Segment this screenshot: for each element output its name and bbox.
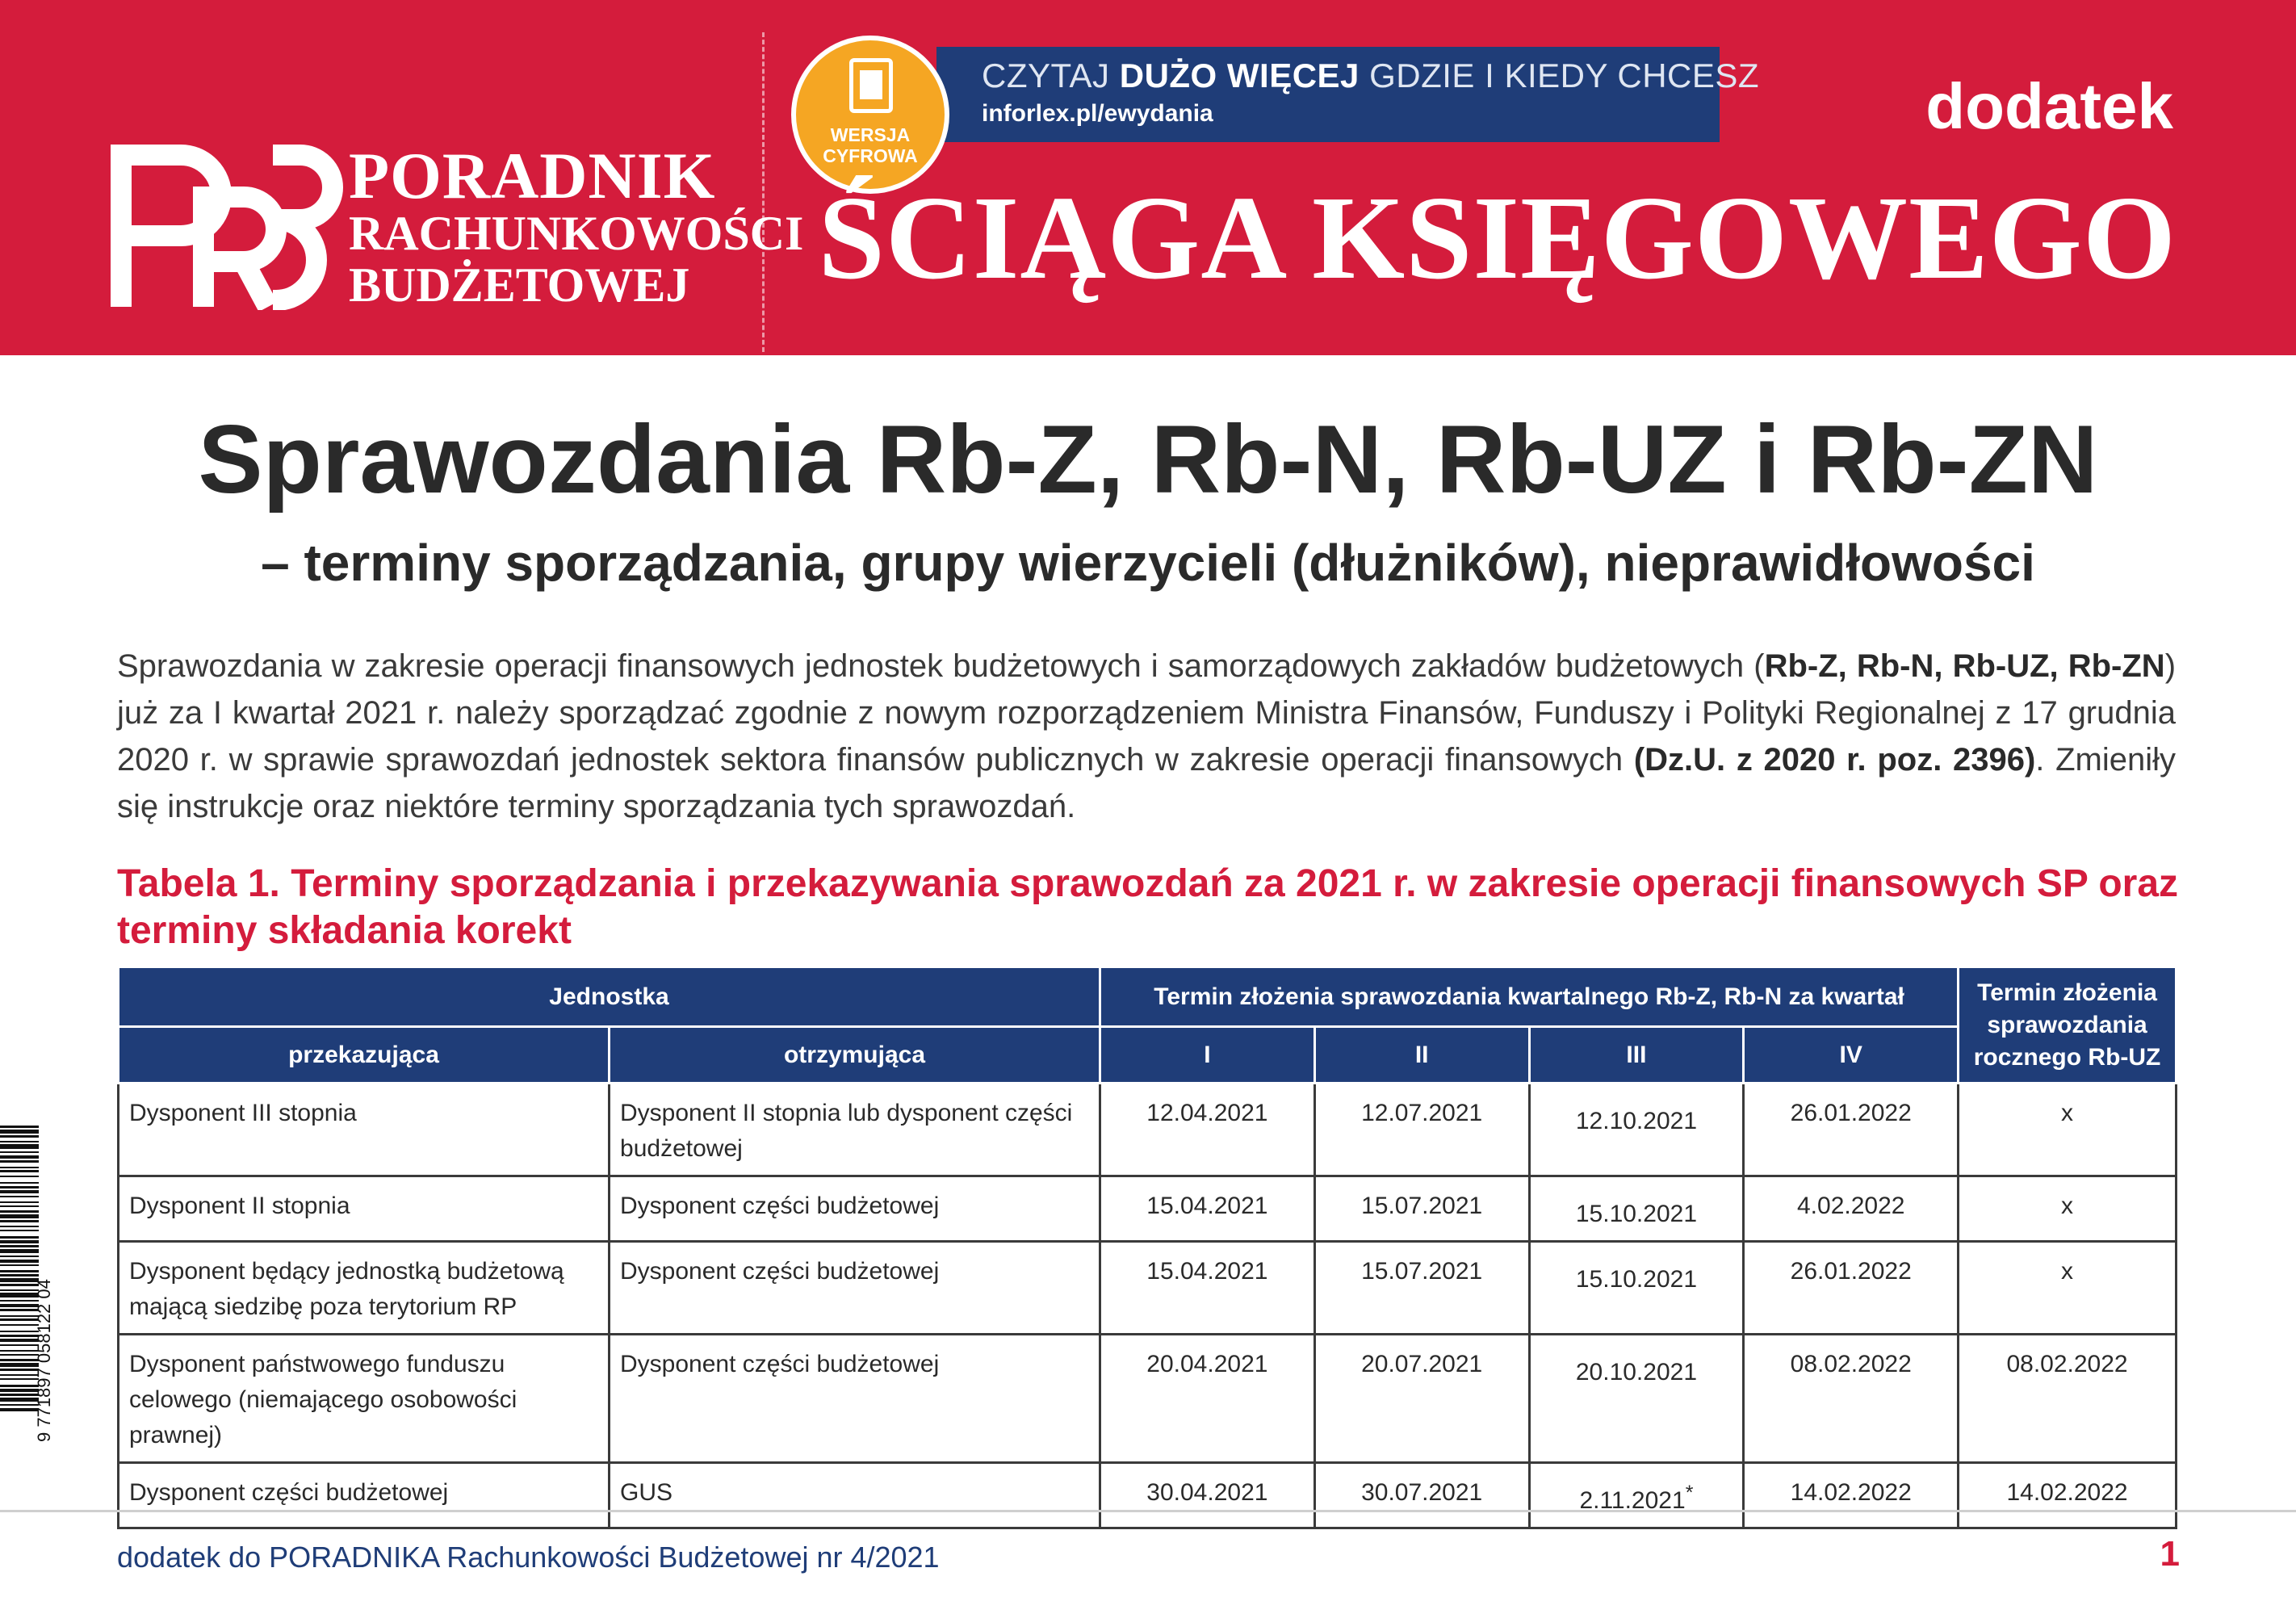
promo-bold: DUŻO WIĘCEJ xyxy=(1119,57,1360,94)
sciaga-title: ŚCIĄGA KSIĘGOWEGO xyxy=(818,172,2177,304)
barcode-bar xyxy=(0,1398,39,1402)
barcode-bar xyxy=(0,1374,39,1376)
intro-b2: (Dz.U. z 2020 r. poz. 2396) xyxy=(1633,742,2036,778)
barcode-bar xyxy=(0,1354,39,1356)
cell-q3-value: 12.10.2021 xyxy=(1575,1108,1698,1134)
header-jednostka: Jednostka xyxy=(119,967,1100,1027)
cell-otrzymujaca: Dysponent części budżetowej xyxy=(610,1176,1100,1242)
badge-text xyxy=(796,124,945,166)
cell-roczny: x xyxy=(1959,1176,2177,1242)
barcode-bar xyxy=(0,1331,39,1332)
barcode-bar xyxy=(0,1210,39,1213)
cell-roczny: x xyxy=(1959,1242,2177,1335)
barcode-bar xyxy=(0,1170,39,1172)
barcode-bar xyxy=(0,1359,39,1361)
barcode-bar xyxy=(0,1201,39,1203)
logo-line1: PORADNIK xyxy=(349,139,716,212)
barcode-bar xyxy=(0,1249,39,1253)
cell-q3 xyxy=(1529,1463,1744,1528)
barcode-bar xyxy=(0,1226,39,1227)
tablet-icon xyxy=(849,58,893,113)
barcode-bar xyxy=(0,1344,39,1346)
barcode-bar xyxy=(0,1176,39,1177)
barcode-bar xyxy=(0,1293,39,1297)
cell-q3-value: 15.10.2021 xyxy=(1575,1266,1698,1293)
barcode-bar xyxy=(0,1408,39,1411)
cell-q1: 12.04.2021 xyxy=(1100,1084,1314,1176)
barcode-bar xyxy=(0,1126,39,1128)
barcode-bar xyxy=(0,1236,39,1239)
footer-rule xyxy=(0,1510,2296,1512)
footer-text: dodatek do PORADNIKA Rachunkowości Budżetowej nr 4/2021 xyxy=(117,1541,940,1574)
barcode-bar xyxy=(0,1214,39,1218)
barcode-bar xyxy=(0,1135,39,1138)
cell-q3-footnote: * xyxy=(1685,1482,1694,1504)
logo-line3: BUDŻETOWEJ xyxy=(349,258,690,312)
table-caption: Tabela 1. Terminy sporządzania i przekazywania sprawozdań za 2021 r. w zakresie operacji finansowych SP oraz terminy składania korekt xyxy=(117,862,2179,952)
header-termin-roczny: Termin złożenia sprawozdania rocznego Rb-UZ xyxy=(1959,967,2177,1084)
page-title: Sprawozdania Rb-Z, Rb-N, Rb-UZ i Rb-ZN xyxy=(198,405,2098,514)
barcode-bar xyxy=(0,1205,39,1207)
promo-text xyxy=(982,57,1759,95)
cell-q3 xyxy=(1529,1084,1744,1176)
barcode-bar xyxy=(0,1182,39,1184)
prb-logo[interactable] xyxy=(107,139,804,318)
barcode-bar xyxy=(0,1339,39,1342)
barcode-bar xyxy=(0,1190,39,1193)
barcode-bar xyxy=(0,1289,39,1291)
promo-url-link[interactable]: inforlex.pl/ewydania xyxy=(982,100,1213,127)
intro-paragraph xyxy=(117,643,2176,830)
header-q3: III xyxy=(1529,1027,1744,1084)
promo-post: GDZIE I KIEDY CHCESZ xyxy=(1369,57,1760,94)
cell-q3-value: 20.10.2021 xyxy=(1575,1359,1698,1386)
cell-q2: 15.07.2021 xyxy=(1314,1242,1529,1335)
badge-line1: WERSJA xyxy=(830,124,911,145)
barcode-bar xyxy=(0,1389,39,1392)
barcode-bar xyxy=(0,1245,39,1247)
barcode-bar xyxy=(0,1385,39,1387)
table-row xyxy=(119,1463,2177,1528)
cell-otrzymujaca: Dysponent części budżetowej xyxy=(610,1335,1100,1463)
dodatek-label: dodatek xyxy=(1925,70,2173,142)
cell-q1: 20.04.2021 xyxy=(1100,1335,1314,1463)
cell-q1: 30.04.2021 xyxy=(1100,1463,1314,1528)
cell-q3 xyxy=(1529,1176,1744,1242)
cell-otrzymujaca: GUS xyxy=(610,1463,1100,1528)
table-row xyxy=(119,1335,2177,1463)
barcode-bar xyxy=(0,1130,39,1134)
barcode-bar xyxy=(0,1264,39,1266)
barcode-bar xyxy=(0,1309,39,1311)
barcode-bar xyxy=(0,1167,39,1168)
barcode-bar xyxy=(0,1256,39,1257)
barcode-bar xyxy=(0,1394,39,1396)
barcode-bar xyxy=(0,1300,39,1302)
page-subtitle: – terminy sporządzania, grupy wierzycieli (dłużników), nieprawidłowości xyxy=(261,534,2035,592)
header-divider xyxy=(762,32,765,352)
barcode-bar xyxy=(0,1160,39,1163)
barcode-icon xyxy=(0,1122,57,1445)
cell-q3 xyxy=(1529,1335,1744,1463)
barcode-bar xyxy=(0,1274,39,1277)
cell-roczny: 08.02.2022 xyxy=(1959,1335,2177,1463)
table-row xyxy=(119,1242,2177,1335)
cell-q2: 30.07.2021 xyxy=(1314,1463,1529,1528)
barcode-bar xyxy=(0,1196,39,1197)
intro-b1: Rb-Z, Rb-N, Rb-UZ, Rb-ZN xyxy=(1764,648,2165,684)
header-banner xyxy=(0,0,2296,355)
barcode-bar xyxy=(0,1315,39,1317)
cell-przekazujaca: Dysponent części budżetowej xyxy=(119,1463,610,1528)
barcode-bar xyxy=(0,1260,39,1263)
cell-q3-value: 2.11.2021 xyxy=(1579,1487,1686,1514)
table-row xyxy=(119,1084,2177,1176)
badge-line2: CYFROWA xyxy=(823,145,918,166)
logo-text xyxy=(349,139,804,312)
barcode-bar xyxy=(0,1186,39,1188)
header-termin-kwartalny: Termin złożenia sprawozdania kwartalnego Rb-Z, Rb-N za kwartał xyxy=(1100,967,1958,1027)
barcode-bar xyxy=(0,1378,39,1380)
intro-t1: Sprawozdania w zakresie operacji finansowych jednostek budżetowych i samorządowych zakładów budżetowych ( xyxy=(117,648,1765,684)
promo-pre: CZYTAJ xyxy=(982,57,1110,94)
barcode-bar xyxy=(0,1230,39,1231)
barcode-bar xyxy=(0,1324,39,1326)
barcode-bar xyxy=(0,1270,39,1272)
barcode-bar xyxy=(0,1404,39,1406)
cell-otrzymujaca: Dysponent części budżetowej xyxy=(610,1242,1100,1335)
cell-roczny: x xyxy=(1959,1084,2177,1176)
cell-roczny: 14.02.2022 xyxy=(1959,1463,2177,1528)
logo-line2: RACHUNKOWOŚCI xyxy=(349,207,804,260)
barcode-bar xyxy=(0,1278,39,1282)
barcode-bar xyxy=(0,1151,39,1153)
header-przekazujaca: przekazująca xyxy=(119,1027,610,1084)
digital-promo-bar[interactable] xyxy=(936,47,1760,142)
cell-q4: 14.02.2022 xyxy=(1744,1463,1959,1528)
barcode-bar xyxy=(0,1369,39,1371)
cell-q1: 15.04.2021 xyxy=(1100,1242,1314,1335)
barcode-bar xyxy=(0,1335,39,1337)
cell-q2: 12.07.2021 xyxy=(1314,1084,1529,1176)
barcode-bar xyxy=(0,1318,39,1321)
cell-q3-value: 15.10.2021 xyxy=(1575,1201,1698,1227)
barcode-text: 9 771897 058122 04 xyxy=(34,1279,54,1442)
barcode-bar xyxy=(0,1350,39,1352)
barcode-bar xyxy=(0,1284,39,1286)
page-number: 1 xyxy=(2160,1534,2180,1574)
cell-przekazujaca: Dysponent państwowego funduszu celowego (niemającego osobowości prawnej) xyxy=(119,1335,610,1463)
cell-q4: 08.02.2022 xyxy=(1744,1335,1959,1463)
table-row xyxy=(119,1176,2177,1242)
cell-q1: 15.04.2021 xyxy=(1100,1176,1314,1242)
cell-q2: 20.07.2021 xyxy=(1314,1335,1529,1463)
barcode-bar xyxy=(0,1220,39,1222)
cell-q2: 15.07.2021 xyxy=(1314,1176,1529,1242)
cell-q4: 26.01.2022 xyxy=(1744,1242,1959,1335)
cell-przekazujaca: Dysponent II stopnia xyxy=(119,1176,610,1242)
intro-t3: . Zmieniły się instrukcje oraz niektóre terminy sporządzania tych sprawozdań. xyxy=(117,742,2176,824)
cell-q4: 4.02.2022 xyxy=(1744,1176,1959,1242)
header-q1: I xyxy=(1100,1027,1314,1084)
prb-logo-mark-icon xyxy=(107,140,349,310)
cell-q3 xyxy=(1529,1242,1744,1335)
barcode-bar xyxy=(0,1155,39,1159)
header-otrzymujaca: otrzymująca xyxy=(610,1027,1100,1084)
barcode-bar xyxy=(0,1304,39,1307)
cell-otrzymujaca: Dysponent II stopnia lub dysponent części budżetowej xyxy=(610,1084,1100,1176)
cell-przekazujaca: Dysponent będący jednostką budżetową mającą siedzibę poza terytorium RP xyxy=(119,1242,610,1335)
barcode-bar xyxy=(0,1141,39,1142)
cell-q4: 26.01.2022 xyxy=(1744,1084,1959,1176)
barcode-bar xyxy=(0,1144,39,1149)
barcode-bar xyxy=(0,1240,39,1243)
header-q4: IV xyxy=(1744,1027,1959,1084)
intro-t2: ) już za I kwartał 2021 r. należy sporządzać zgodnie z nowym rozporządzeniem Ministra Finansów, Funduszy i Polityki Regionalnej z 17 grudnia 2020 r. w sprawie sprawozdań jednostek sektora finansów publicznych w zakresie operacji finansowych xyxy=(117,648,2177,778)
deadlines-table xyxy=(117,966,2177,1529)
barcode-bar xyxy=(0,1363,39,1367)
cell-przekazujaca: Dysponent III stopnia xyxy=(119,1084,610,1176)
header-q2: II xyxy=(1314,1027,1529,1084)
